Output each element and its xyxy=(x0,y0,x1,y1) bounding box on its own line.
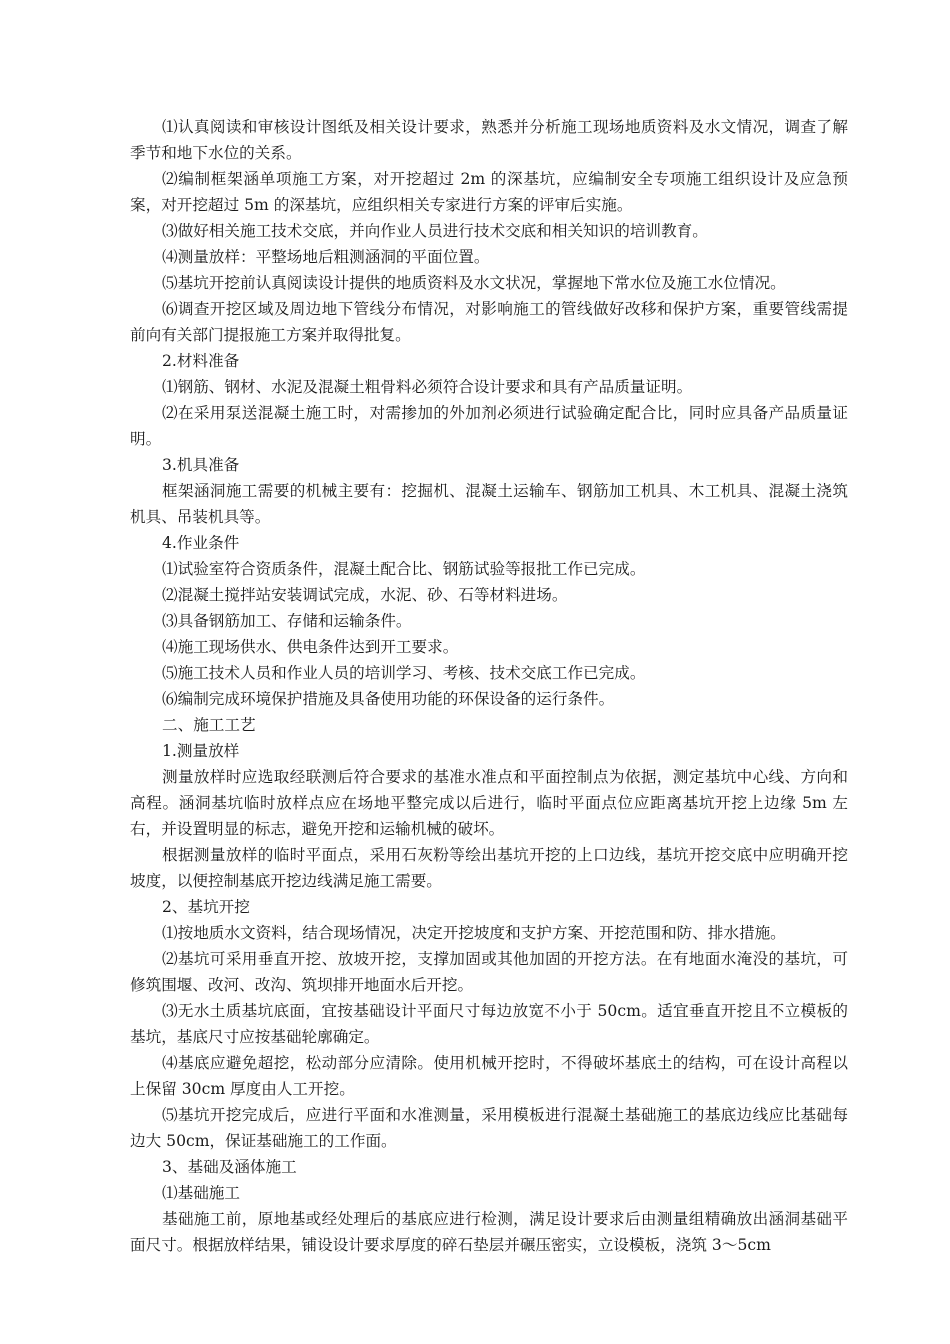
paragraph-condition-5: ⑸施工技术人员和作业人员的培训学习、考核、技术交底工作已完成。 xyxy=(162,664,646,682)
heading-foundation-culvert: 3、基础及涵体施工 xyxy=(162,1158,297,1176)
heading-survey-layout: 1.测量放样 xyxy=(162,742,240,760)
heading-construction-process: 二、施工工艺 xyxy=(162,716,256,734)
paragraph-survey-2: 根据测量放样的临时平面点，采用石灰粉等绘出基坑开挖的上口边线，基坑开挖交底中应明确开挖坡度，以便控制基底开挖边线满足施工需要。 xyxy=(130,846,848,890)
paragraph-condition-3: ⑶具备钢筋加工、存储和运输条件。 xyxy=(162,612,412,630)
paragraph-survey-1: 测量放样时应选取经联测后符合要求的基准水准点和平面控制点为依据，测定基坑中心线、方向和高程。涵洞基坑临时放样点应在场地平整完成以后进行，临时平面点位应距离基坑开挖上边缘 5m 左右，并设置明显的标志，避免开挖和运输机械的破坏。 xyxy=(130,768,848,838)
paragraph-condition-4: ⑷施工现场供水、供电条件达到开工要求。 xyxy=(162,638,459,656)
paragraph-pit-1: ⑴按地质水文资料，结合现场情况，决定开挖坡度和支护方案、开挖范围和防、排水措施。 xyxy=(162,924,786,942)
paragraph-condition-1: ⑴试验室符合资质条件，混凝土配合比、钢筋试验等报批工作已完成。 xyxy=(162,560,646,578)
paragraph-equipment: 框架涵洞施工需要的机械主要有：挖掘机、混凝土运输车、钢筋加工机具、木工机具、混凝土浇筑机具、吊装机具等。 xyxy=(130,482,848,526)
paragraph-pit-4: ⑷基底应避免超挖，松动部分应清除。使用机械开挖时，不得破坏基底土的结构，可在设计高程以上保留 30cm 厚度由人工开挖。 xyxy=(130,1054,848,1098)
paragraph-pit-3: ⑶无水土质基坑底面，宜按基础设计平面尺寸每边放宽不小于 50cm。适宜垂直开挖且不立模板的基坑，基底尺寸应按基础轮廓确定。 xyxy=(130,1002,848,1046)
paragraph-material-1: ⑴钢筋、钢材、水泥及混凝土粗骨料必须符合设计要求和具有产品质量证明。 xyxy=(162,378,693,396)
paragraph-condition-6: ⑹编制完成环境保护措施及具备使用功能的环保设备的运行条件。 xyxy=(162,690,615,708)
heading-work-conditions: 4.作业条件 xyxy=(162,534,240,552)
paragraph-material-2: ⑵在采用泵送混凝土施工时，对需掺加的外加剂必须进行试验确定配合比，同时应具备产品质量证明。 xyxy=(130,404,848,448)
document-body xyxy=(130,114,848,1258)
paragraph-prep-4: ⑷测量放样：平整场地后粗测涵洞的平面位置。 xyxy=(162,248,490,266)
heading-foundation-pit: 2、基坑开挖 xyxy=(162,898,250,916)
heading-material-prep: 2.材料准备 xyxy=(162,352,240,370)
heading-equipment-prep: 3.机具准备 xyxy=(162,456,240,474)
paragraph-prep-6: ⑹调查开挖区域及周边地下管线分布情况，对影响施工的管线做好改移和保护方案，重要管线需提前向有关部门提报施工方案并取得批复。 xyxy=(130,300,848,344)
paragraph-prep-5: ⑸基坑开挖前认真阅读设计提供的地质资料及水文状况，掌握地下常水位及施工水位情况。 xyxy=(162,274,786,292)
heading-foundation-work: ⑴基础施工 xyxy=(162,1184,240,1202)
paragraph-foundation-1: 基础施工前，原地基或经处理后的基底应进行检测，满足设计要求后由测量组精确放出涵洞基础平面尺寸。根据放样结果，铺设设计要求厚度的碎石垫层并碾压密实，立设模板，浇筑 3～5cm xyxy=(130,1210,848,1254)
paragraph-condition-2: ⑵混凝土搅拌站安装调试完成，水泥、砂、石等材料进场。 xyxy=(162,586,568,604)
paragraph-prep-2: ⑵编制框架涵单项施工方案，对开挖超过 2m 的深基坑，应编制安全专项施工组织设计及应急预案，对开挖超过 5m 的深基坑，应组织相关专家进行方案的评审后实施。 xyxy=(130,170,848,214)
paragraph-prep-3: ⑶做好相关施工技术交底，并向作业人员进行技术交底和相关知识的培训教育。 xyxy=(162,222,708,240)
paragraph-pit-5: ⑸基坑开挖完成后，应进行平面和水准测量，采用模板进行混凝土基础施工的基底边线应比基础每边大 50cm，保证基础施工的工作面。 xyxy=(130,1106,848,1150)
paragraph-pit-2: ⑵基坑可采用垂直开挖、放坡开挖，支撑加固或其他加固的开挖方法。在有地面水淹没的基坑，可修筑围堰、改河、改沟、筑坝排开地面水后开挖。 xyxy=(130,950,848,994)
paragraph-prep-1: ⑴认真阅读和审核设计图纸及相关设计要求，熟悉并分析施工现场地质资料及水文情况，调查了解季节和地下水位的关系。 xyxy=(130,118,848,162)
